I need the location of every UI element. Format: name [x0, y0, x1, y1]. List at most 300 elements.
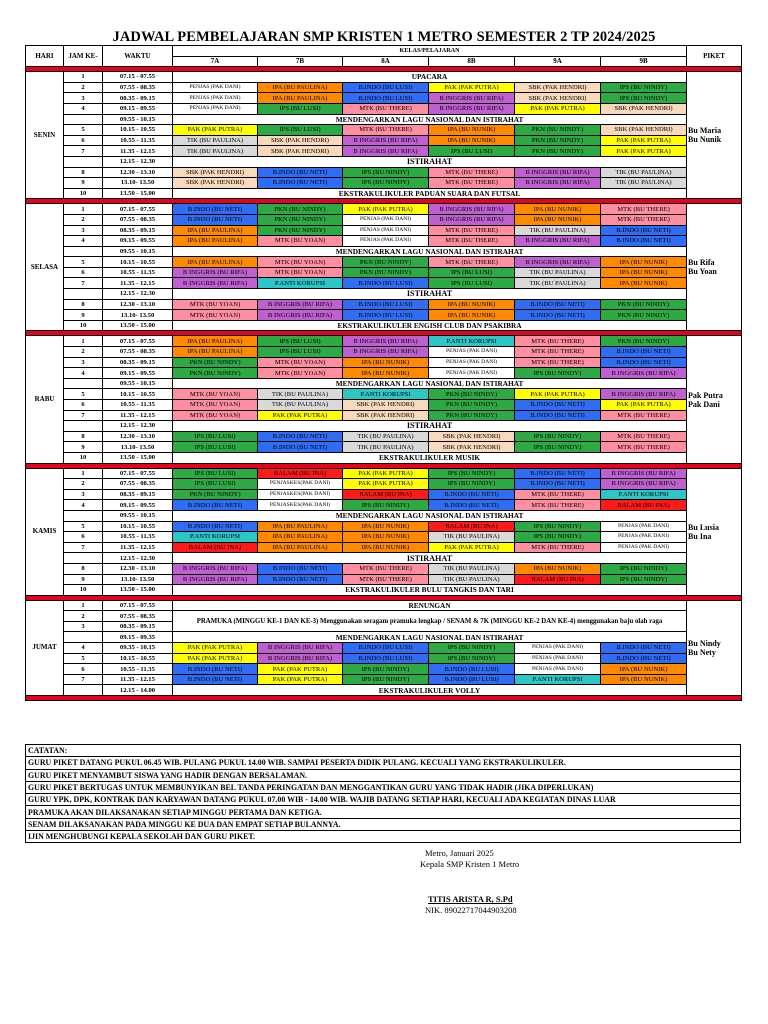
lesson-time: 07.55 - 08.35	[103, 214, 173, 225]
table-row	[26, 135, 742, 146]
lesson-cell: PKN (BU NINDY)	[429, 389, 515, 400]
lesson-time: 08.35 - 09.15	[103, 357, 173, 368]
lesson-cell: MTK (BU THERE)	[515, 357, 601, 368]
lesson-cell: PAK (PAK PUTRA)	[515, 103, 601, 114]
lesson-number: 4	[64, 103, 103, 114]
table-row	[26, 267, 742, 278]
lesson-cell: MTK (BU THERE)	[429, 225, 515, 236]
lesson-time: 08.35 - 09.15	[103, 93, 173, 104]
piket-teacher: Bu Nindy	[688, 638, 721, 648]
lesson-number: 2	[64, 214, 103, 225]
lesson-cell: BALAM (BU INA)	[429, 521, 515, 532]
lesson-cell: IPS (BU NINDY)	[601, 82, 687, 93]
lesson-cell: B INGGRIS (BU RIFA)	[343, 336, 429, 347]
lesson-cell: PKN (BU NINDY)	[515, 146, 601, 157]
lesson-cell: MTK (BU THERE)	[601, 214, 687, 225]
lesson-time: 10.55 - 11.35	[103, 400, 173, 411]
lesson-number: 1	[64, 204, 103, 215]
lesson-number: 1	[64, 336, 103, 347]
lesson-time: 09.15 - 09.55	[103, 368, 173, 379]
lesson-cell: MTK (BU YOAN)	[258, 236, 343, 247]
lesson-time: 12.15 - 12.30	[103, 289, 173, 300]
table-row	[26, 310, 742, 321]
lesson-cell: B.INDO (BU NETI)	[515, 479, 601, 490]
lesson-number: 10	[64, 585, 103, 596]
lesson-cell: PENJAS (PAK DANI)	[429, 368, 515, 379]
lesson-cell: SBK (PAK HENDRI)	[601, 125, 687, 136]
table-row	[26, 600, 742, 611]
lesson-number: 2	[64, 82, 103, 93]
lesson-cell: IPA (BU NUNIK)	[601, 278, 687, 289]
lesson-cell: B.INDO (BU LUSI)	[343, 82, 429, 93]
page-title: JADWAL PEMBELAJARAN SMP KRISTEN 1 METRO SEMESTER 2 TP 2024/2025	[112, 29, 656, 45]
table-row	[26, 93, 742, 104]
lesson-cell: TIK (BU PAULINA)	[429, 563, 515, 574]
lesson-cell: IPS (BU LUSI)	[258, 103, 343, 114]
table-row	[26, 103, 742, 114]
piket-names	[687, 468, 742, 595]
lesson-cell: TIK (BU PAULINA)	[601, 178, 687, 189]
lesson-cell: B.INDO (BU LUSI)	[429, 674, 515, 685]
lesson-cell: B INGGRIS (BU RIFA)	[515, 236, 601, 247]
lesson-cell: PKN (BU NINDY)	[429, 410, 515, 421]
lesson-number: 6	[64, 664, 103, 675]
lesson-cell: TIK (BU PAULINA)	[429, 574, 515, 585]
lesson-cell: PENJAS (PAK DANI)	[343, 214, 429, 225]
table-row	[26, 653, 742, 664]
lesson-number: 1	[64, 72, 103, 83]
lesson-number: 7	[64, 410, 103, 421]
table-row	[26, 685, 742, 696]
lesson-number	[64, 553, 103, 564]
lesson-cell: B INGGRIS (BU RIFA)	[601, 368, 687, 379]
lesson-time: 09.55 - 10.15	[103, 114, 173, 125]
lesson-cell: IPA (BU NUNIK)	[343, 368, 429, 379]
lesson-cell: PKN (BU NINDY)	[601, 310, 687, 321]
table-row	[26, 156, 742, 167]
lesson-cell: MTK (BU THERE)	[429, 178, 515, 189]
lesson-cell: SBK (PAK HENDRI)	[258, 146, 343, 157]
lesson-cell: PENJAS (PAK DANI)	[601, 542, 687, 553]
lesson-cell: IPA (BU NUNIK)	[601, 257, 687, 268]
lesson-cell: IPA (BU NUNIK)	[343, 532, 429, 543]
lesson-cell: MTK (BU THERE)	[515, 542, 601, 553]
lesson-cell: IPS (BU NINDY)	[343, 178, 429, 189]
lesson-time: 09.55 - 10.15	[103, 378, 173, 389]
lesson-cell: B.INDO (BU LUSI)	[429, 664, 515, 675]
lesson-cell: PKN (BU NINDY)	[173, 368, 258, 379]
lesson-cell: IPA (BU PAULINA)	[173, 225, 258, 236]
lesson-number: 6	[64, 400, 103, 411]
lesson-cell: B.INDO (BU LUSI)	[343, 278, 429, 289]
note-item: IJIN MENGHUBUNGI KEPALA SEKOLAH DAN GURU PIKET.	[26, 831, 741, 843]
lesson-cell: TIK (BU PAULINA)	[515, 278, 601, 289]
lesson-time: 07.15 - 07.55	[103, 468, 173, 479]
lesson-cell: B.INDO (BU NETI)	[601, 643, 687, 654]
activity-cell: RENUNGAN	[173, 600, 687, 611]
lesson-cell: IPS (BU NINDY)	[515, 431, 601, 442]
lesson-cell: B.INDO (BU NETI)	[173, 664, 258, 675]
header-class: 7B	[258, 56, 343, 67]
lesson-cell: MTK (BU THERE)	[601, 410, 687, 421]
table-row	[26, 574, 742, 585]
lesson-time: 09.15 - 09.55	[103, 236, 173, 247]
lesson-cell: PENJASKES(PAK DANI)	[258, 500, 343, 511]
lesson-cell: B.INDO (BU NETI)	[173, 674, 258, 685]
lesson-cell: IPA (BU NUNIK)	[343, 521, 429, 532]
signatory-nik: NIK. 89022717044903208	[425, 905, 517, 915]
lesson-cell: BALAM (BU INA)	[343, 489, 429, 500]
lesson-cell: IPS (BU NINDY)	[601, 574, 687, 585]
lesson-cell: PAK (PAK PUTRA)	[429, 82, 515, 93]
lesson-number: 8	[64, 167, 103, 178]
lesson-cell: PKN (BU NINDY)	[258, 214, 343, 225]
header-hari: HARI	[26, 46, 64, 67]
lesson-number: 9	[64, 310, 103, 321]
lesson-cell: PENJAS (PAK DANI)	[515, 664, 601, 675]
lesson-number: 10	[64, 320, 103, 331]
table-row	[26, 489, 742, 500]
lesson-cell: MTK (BU YOAN)	[173, 389, 258, 400]
lesson-cell: B.INDO (BU NETI)	[601, 653, 687, 664]
lesson-number: 2	[64, 611, 103, 622]
lesson-cell: IPA (BU NUNIK)	[515, 563, 601, 574]
lesson-cell: PKN (BU NINDY)	[343, 267, 429, 278]
lesson-number: 4	[64, 643, 103, 654]
lesson-cell: MTK (BU THERE)	[429, 257, 515, 268]
lesson-cell: B INGGRIS (BU RIFA)	[258, 310, 343, 321]
table-row	[26, 246, 742, 257]
lesson-cell: PAK (PAK PUTRA)	[343, 204, 429, 215]
table-row	[26, 452, 742, 463]
lesson-cell: IPS (BU LUSI)	[429, 146, 515, 157]
lesson-time: 12.15 - 12.30	[103, 156, 173, 167]
lesson-cell: IPS (BU LUSI)	[173, 431, 258, 442]
lesson-number	[64, 632, 103, 643]
table-row	[26, 378, 742, 389]
lesson-cell: SBK (PAK HENDRI)	[343, 400, 429, 411]
activity-cell: MENDENGARKAN LAGU NASIONAL DAN ISTIRAHAT	[173, 114, 687, 125]
schedule-table	[25, 45, 742, 701]
lesson-cell: B.INDO (BU NETI)	[258, 431, 343, 442]
activity-cell: EKSTRAKULIKULER VOLLY	[173, 685, 687, 696]
table-row	[26, 214, 742, 225]
lesson-cell: IPS (BU NINDY)	[429, 479, 515, 490]
lesson-cell: B.INDO (BU NETI)	[429, 489, 515, 500]
lesson-cell: IPA (BU NUNIK)	[343, 542, 429, 553]
lesson-cell: IPA (BU NUNIK)	[429, 135, 515, 146]
lesson-cell: IPS (BU LUSI)	[173, 479, 258, 490]
lesson-cell: B.INDO (BU NETI)	[258, 167, 343, 178]
lesson-cell: B INGGRIS (BU RIFA)	[601, 479, 687, 490]
lesson-cell: IPA (BU PAULINA)	[258, 532, 343, 543]
lesson-cell: PENJAS (PAK DANI)	[601, 521, 687, 532]
lesson-time: 10.55 - 11.35	[103, 664, 173, 675]
lesson-number: 9	[64, 574, 103, 585]
lesson-cell: B INGGRIS (BU RIFA)	[258, 653, 343, 664]
lesson-cell: TIK (BU PAULINA)	[258, 400, 343, 411]
lesson-cell: MTK (BU THERE)	[601, 431, 687, 442]
break-cell: ISTIRAHAT	[173, 421, 687, 432]
lesson-cell: TIK (BU PAULINA)	[258, 389, 343, 400]
table-row	[26, 336, 742, 347]
lesson-cell: B INGGRIS (BU RIFA)	[173, 563, 258, 574]
table-row	[26, 664, 742, 675]
header-jam: JAM KE-	[64, 46, 103, 67]
lesson-cell: B INGGRIS (BU RIFA)	[601, 468, 687, 479]
table-row	[26, 204, 742, 215]
lesson-cell: B INGGRIS (BU RIFA)	[173, 267, 258, 278]
lesson-time: 10.15 - 10.55	[103, 257, 173, 268]
header-kelas: KELAS/PELAJARAN	[173, 46, 687, 57]
lesson-time: 12.15 - 12.30	[103, 553, 173, 564]
piket-names	[687, 204, 742, 331]
lesson-cell: B.INDO (BU NETI)	[601, 357, 687, 368]
piket-teacher: Bu Yoan	[688, 267, 717, 277]
lesson-cell: IPA (BU PAULINA)	[258, 93, 343, 104]
lesson-cell: B.INDO (BU NETI)	[258, 442, 343, 453]
lesson-time: 10.15 - 10.55	[103, 125, 173, 136]
lesson-cell: MTK (BU YOAN)	[173, 310, 258, 321]
table-row	[26, 125, 742, 136]
lesson-time: 10.15 - 10.55	[103, 653, 173, 664]
lesson-cell: TIK (BU PAULINA)	[343, 431, 429, 442]
lesson-time: 08.35 - 09.15	[103, 489, 173, 500]
lesson-cell: PENJASKES(PAK DANI)	[258, 479, 343, 490]
lesson-cell: IPS (BU LUSI)	[258, 336, 343, 347]
lesson-cell: MTK (BU THERE)	[429, 236, 515, 247]
lesson-time: 07.15 - 07.55	[103, 204, 173, 215]
lesson-cell: SBK (PAK HENDRI)	[601, 103, 687, 114]
lesson-cell: IPA (BU NUNIK)	[429, 310, 515, 321]
lesson-cell: B.INDO (BU NETI)	[601, 347, 687, 358]
lesson-cell: IPA (BU NUNIK)	[429, 299, 515, 310]
activity-cell: EKSTRAKULIKULER BULU TANGKIS DAN TARI	[173, 585, 687, 596]
lesson-time: 09.15 - 09.55	[103, 500, 173, 511]
lesson-time: 07.55 - 08.35	[103, 479, 173, 490]
lesson-cell: PENJAS (PAK DANI)	[173, 82, 258, 93]
lesson-cell: PENJAS (PAK DANI)	[601, 532, 687, 543]
lesson-cell: B INGGRIS (BU RIFA)	[515, 167, 601, 178]
lesson-cell: PAK (PAK PUTRA)	[343, 479, 429, 490]
lesson-number: 7	[64, 674, 103, 685]
lesson-cell: P.ANTI KORUPSI	[173, 532, 258, 543]
lesson-time: 13.50 - 15.00	[103, 585, 173, 596]
activity-cell: EKSTRAKULIKULER PADUAN SUARA DAN FUTSAL	[173, 188, 687, 199]
activity-cell: UPACARA	[173, 72, 687, 83]
lesson-time: 09.15 - 09.55	[103, 103, 173, 114]
lesson-cell: B.INDO (BU NETI)	[173, 521, 258, 532]
lesson-time: 10.55 - 11.35	[103, 267, 173, 278]
lesson-number: 7	[64, 542, 103, 553]
lesson-cell: PENJASKES(PAK DANI)	[258, 489, 343, 500]
table-row	[26, 167, 742, 178]
lesson-cell: BALAM (BU INA)	[258, 468, 343, 479]
lesson-cell: BALAM (BU INA)	[515, 574, 601, 585]
lesson-cell: IPA (BU PAULINA)	[258, 521, 343, 532]
lesson-number: 6	[64, 267, 103, 278]
lesson-cell: SBK (PAK HENDRI)	[515, 93, 601, 104]
lesson-cell: IPA (BU PAULINA)	[173, 257, 258, 268]
lesson-cell: MTK (BU YOAN)	[258, 267, 343, 278]
lesson-cell: IPS (BU NINDY)	[343, 500, 429, 511]
lesson-cell: PENJAS (PAK DANI)	[343, 236, 429, 247]
lesson-time: 10.55 - 11.35	[103, 532, 173, 543]
lesson-cell: IPS (BU NINDY)	[343, 674, 429, 685]
lesson-cell: PAK (PAK PUTRA)	[601, 400, 687, 411]
lesson-number	[64, 156, 103, 167]
lesson-cell: PAK (PAK PUTRA)	[173, 653, 258, 664]
lesson-time: 11.35 - 12.15	[103, 674, 173, 685]
lesson-cell: PKN (BU NINDY)	[601, 299, 687, 310]
lesson-cell: B.INDO (BU NETI)	[601, 236, 687, 247]
piket-teacher: Bu Nety	[688, 647, 716, 657]
lesson-cell: IPS (BU NINDY)	[515, 532, 601, 543]
lesson-number: 3	[64, 357, 103, 368]
lesson-cell: BALAM (BU INA)	[601, 500, 687, 511]
lesson-number	[64, 114, 103, 125]
table-row	[26, 674, 742, 685]
activity-cell: MENDENGARKAN LAGU NASIONAL DAN ISTIRAHAT	[173, 510, 687, 521]
lesson-cell: IPS (BU LUSI)	[429, 278, 515, 289]
lesson-time: 08.35 - 09.15	[103, 621, 173, 632]
lesson-number: 3	[64, 489, 103, 500]
table-row	[26, 468, 742, 479]
lesson-cell: PAK (PAK PUTRA)	[173, 643, 258, 654]
header-class: 8A	[343, 56, 429, 67]
lesson-cell: B.INDO (BU LUSI)	[343, 643, 429, 654]
lesson-time: 12.30 - 13.10	[103, 563, 173, 574]
lesson-cell: PENJAS (PAK DANI)	[173, 103, 258, 114]
lesson-cell: PKN (BU NINDY)	[515, 125, 601, 136]
header-piket: PIKET	[687, 46, 742, 67]
lesson-time: 13.50 - 15.00	[103, 188, 173, 199]
lesson-cell: IPA (BU PAULINA)	[258, 82, 343, 93]
table-row	[26, 563, 742, 574]
table-row	[26, 611, 742, 622]
note-item: GURU YPK, DPK, KONTRAK DAN KARYAWAN DATANG PUKUL 07.00 WIB - 14.00 WIB. WAJIB DATANG SETIAP HARI, KECUALI ADA KEGIATAN DINAS LUAR	[26, 794, 741, 806]
lesson-cell: B INGGRIS (BU RIFA)	[173, 278, 258, 289]
lesson-cell: PAK (PAK PUTRA)	[173, 125, 258, 136]
lesson-time: 07.55 - 08.35	[103, 347, 173, 358]
lesson-cell: IPA (BU PAULINA)	[173, 336, 258, 347]
lesson-cell: PAK (PAK PUTRA)	[258, 674, 343, 685]
pramuka-cell: PRAMUKA (MINGGU KE-1 DAN KE-3) Menggunakan seragam pramuka lengkap / SENAM & 7K (MINGGU KE-2 DAN KE-4) menggunakan baju olah raga	[173, 611, 687, 632]
lesson-cell: IPA (BU PAULINA)	[258, 542, 343, 553]
day-name: RABU	[26, 336, 64, 463]
lesson-cell: PAK (PAK PUTRA)	[258, 664, 343, 675]
lesson-cell: B.INDO (BU NETI)	[601, 225, 687, 236]
lesson-cell: B.INDO (BU NETI)	[258, 178, 343, 189]
lesson-cell: PENJAS (PAK DANI)	[429, 347, 515, 358]
lesson-cell: SBK (PAK HENDRI)	[173, 178, 258, 189]
header-class: 9B	[601, 56, 687, 67]
table-row	[26, 500, 742, 511]
lesson-cell: B.INDO (BU NETI)	[515, 299, 601, 310]
lesson-cell: B.INDO (BU NETI)	[429, 500, 515, 511]
lesson-cell: TIK (BU PAULINA)	[515, 225, 601, 236]
piket-names	[687, 336, 742, 463]
lesson-number: 6	[64, 135, 103, 146]
table-row	[26, 542, 742, 553]
lesson-cell: IPA (BU NUNIK)	[515, 214, 601, 225]
activity-cell: EKSTRAKULIKULER MUSIK	[173, 452, 687, 463]
lesson-cell: PKN (BU NINDY)	[343, 257, 429, 268]
lesson-cell: TIK (BU PAULINA)	[343, 442, 429, 453]
lesson-number	[64, 289, 103, 300]
lesson-cell: PAK (PAK PUTRA)	[601, 146, 687, 157]
lesson-cell: MTK (BU YOAN)	[173, 400, 258, 411]
table-row	[26, 72, 742, 83]
lesson-cell: MTK (BU THERE)	[429, 167, 515, 178]
lesson-cell: SBK (PAK HENDRI)	[429, 431, 515, 442]
lesson-cell: TIK (BU PAULINA)	[515, 267, 601, 278]
lesson-number: 1	[64, 468, 103, 479]
activity-cell: EKSTRAKULIKULER ENGISH CLUB DAN PSAKIBRA	[173, 320, 687, 331]
lesson-cell: IPA (BU NUNIK)	[601, 664, 687, 675]
lesson-cell: MTK (BU YOAN)	[173, 299, 258, 310]
lesson-cell: B.INDO (BU LUSI)	[343, 653, 429, 664]
lesson-cell: B INGGRIS (BU RIFA)	[258, 643, 343, 654]
table-row	[26, 510, 742, 521]
piket-teacher: Bu Nunik	[688, 135, 722, 145]
lesson-cell: B INGGRIS (BU RIFA)	[601, 389, 687, 400]
lesson-cell: B INGGRIS (BU RIFA)	[429, 93, 515, 104]
day-separator	[26, 696, 742, 701]
lesson-cell: PENJAS (PAK DANI)	[429, 357, 515, 368]
lesson-cell: PKN (BU NINDY)	[429, 400, 515, 411]
note-item: GURU PIKET DATANG PUKUL 06.45 WIB. PULANG PUKUL 14.00 WIB. SAMPAI PESERTA DIDIK PULANG. KECUALI YANG EKSTRAKULIKULER.	[26, 757, 741, 769]
lesson-cell: PENJAS (PAK DANI)	[515, 653, 601, 664]
lesson-cell: IPS (BU NINDY)	[515, 368, 601, 379]
piket-teacher: Pak Putra	[688, 390, 723, 400]
lesson-time: 11.35 - 12.15	[103, 146, 173, 157]
lesson-number: 3	[64, 93, 103, 104]
lesson-time: 13.50 - 15.00	[103, 320, 173, 331]
table-row	[26, 421, 742, 432]
lesson-cell: P.ANTI KORUPSI	[258, 278, 343, 289]
lesson-time: 11.35 - 12.15	[103, 278, 173, 289]
header-class: 9A	[515, 56, 601, 67]
day-name: JUMAT	[26, 600, 64, 695]
lesson-time: 07.15 - 07.55	[103, 72, 173, 83]
lesson-time: 09.55 - 10.15	[103, 246, 173, 257]
table-row	[26, 400, 742, 411]
lesson-cell: PKN (BU NINDY)	[258, 204, 343, 215]
lesson-time: 11.35 - 12.15	[103, 410, 173, 421]
table-row	[26, 146, 742, 157]
lesson-cell: B.INDO (BU NETI)	[173, 214, 258, 225]
table-row	[26, 643, 742, 654]
lesson-cell: MTK (BU THERE)	[343, 103, 429, 114]
lesson-cell: MTK (BU YOAN)	[258, 357, 343, 368]
lesson-number: 5	[64, 125, 103, 136]
lesson-number	[64, 421, 103, 432]
lesson-cell: PAK (PAK PUTRA)	[258, 410, 343, 421]
lesson-number: 7	[64, 146, 103, 157]
lesson-time: 10.15 - 10.55	[103, 389, 173, 400]
lesson-cell: PENJAS (PAK DANI)	[515, 643, 601, 654]
activity-cell: MENDENGARKAN LAGU NASIONAL DAN ISTIRAHAT	[173, 632, 687, 643]
lesson-cell: MTK (BU THERE)	[515, 336, 601, 347]
signatory-name: TITIS ARISTA R, S.Pd	[428, 894, 513, 904]
day-name: KAMIS	[26, 468, 64, 595]
lesson-cell: MTK (BU THERE)	[515, 347, 601, 358]
lesson-cell: IPS (BU NINDY)	[601, 93, 687, 104]
lesson-cell: BALAM (BU INA)	[173, 542, 258, 553]
lesson-cell: IPS (BU NINDY)	[429, 643, 515, 654]
lesson-cell: PKN (BU NINDY)	[601, 336, 687, 347]
